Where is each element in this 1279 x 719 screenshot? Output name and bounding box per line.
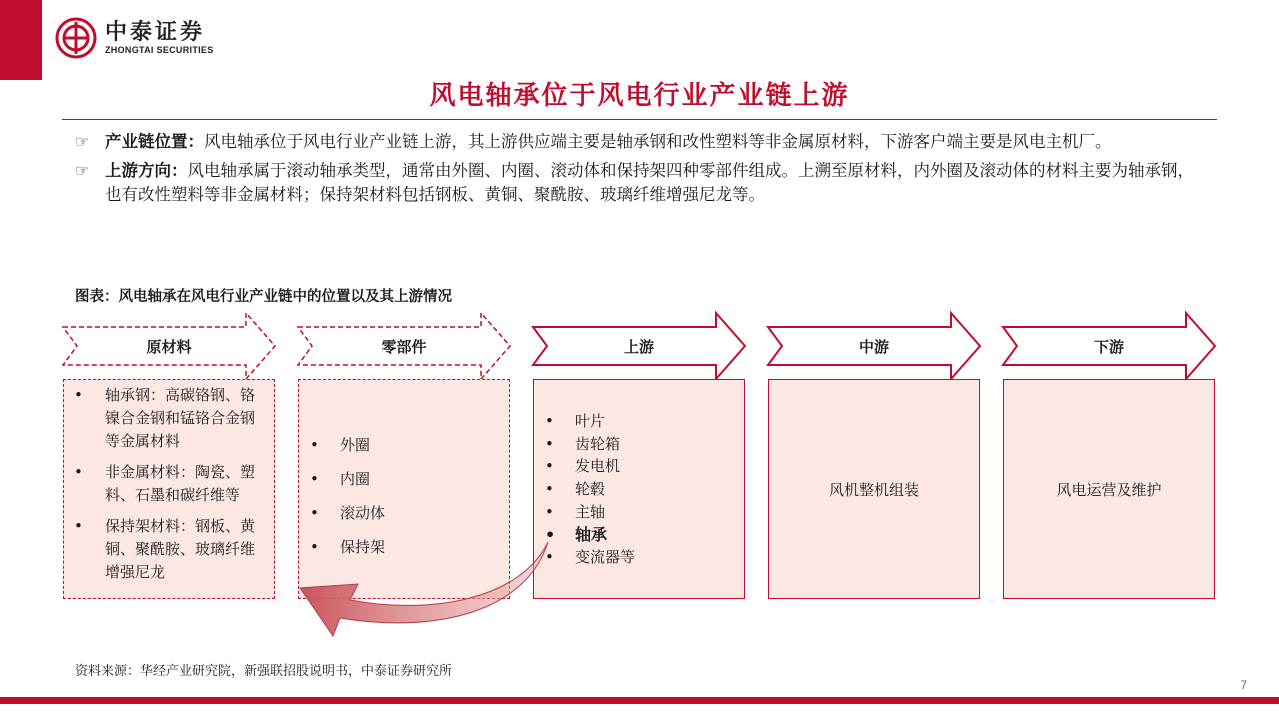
list-item: • 变流器等 xyxy=(545,548,636,567)
curved-arrow-icon xyxy=(300,542,548,636)
list-item: • 滚动体 xyxy=(310,504,386,522)
chart-caption: 图表：风电轴承在风电行业产业链中的位置以及其上游情况 xyxy=(75,288,452,305)
list-item: • 主轴 xyxy=(545,502,606,521)
brand-name-cn: 中泰证券 xyxy=(105,20,206,45)
list-item: • 轮毂 xyxy=(545,480,606,499)
list-item: • 轴承钢：高碳铬钢、铬镍合金钢和锰铬合金钢等金属材料 xyxy=(74,386,256,450)
list-item: • 发电机 xyxy=(545,457,621,476)
list-item: • 内圈 xyxy=(310,470,371,488)
stage-text-downstream: 风电运营及维护 xyxy=(1056,480,1162,499)
bullet-key: 上游方向： xyxy=(105,161,188,180)
list-item: • 齿轮箱 xyxy=(545,434,621,453)
list-item: • 非金属材料：陶瓷、塑料、石墨和碳纤维等 xyxy=(74,463,256,504)
brand-name-en: ZHONGTAI SECURITIES xyxy=(105,45,214,55)
stage-label-downstream: 下游 xyxy=(1093,338,1124,356)
page-title: 风电轴承位于风电行业产业链上游 xyxy=(429,81,850,111)
stage-label-upstream: 上游 xyxy=(623,338,654,356)
source-note: 资料来源：华经产业研究院，新强联招股说明书，中泰证券研究所 xyxy=(75,664,453,679)
list-item: • 保持架 xyxy=(310,538,386,556)
list-item: • 保持架材料：钢板、黄铜、聚酰胺、玻璃纤维增强尼龙 xyxy=(74,517,256,581)
bullet-text: 风电轴承属于滚动轴承类型，通常由外圈、内圈、滚动体和保持架四种零部件组成。上溯至原材料，内外圈及滚动体的材料主要为轴承钢，也有改性塑料等非金属材料；保持架材料包括钢板、黄铜、聚酰胺、玻璃纤维增强尼龙等。 xyxy=(105,161,1194,204)
list-item: • 叶片 xyxy=(545,412,606,430)
stage-label-components: 零部件 xyxy=(381,338,427,356)
stage-label-raw-materials: 原材料 xyxy=(146,338,192,356)
pointing-hand-icon: ☞ xyxy=(75,132,90,151)
stage-label-midstream: 中游 xyxy=(858,338,889,356)
list-item: • 外圈 xyxy=(310,436,371,454)
list-item-highlight: • 轴承 xyxy=(545,524,608,544)
footer-bar xyxy=(0,697,1279,704)
bullet-key: 产业链位置： xyxy=(105,132,204,151)
bullet-text: 风电轴承位于风电行业产业链上游，其上游供应端主要是轴承钢和改性塑料等非金属原材料，下游客户端主要是风电主机厂。 xyxy=(204,132,1112,151)
pointing-hand-icon: ☞ xyxy=(75,161,90,180)
page-number: 7 xyxy=(1240,678,1247,692)
stage-text-midstream: 风机整机组装 xyxy=(828,480,919,499)
